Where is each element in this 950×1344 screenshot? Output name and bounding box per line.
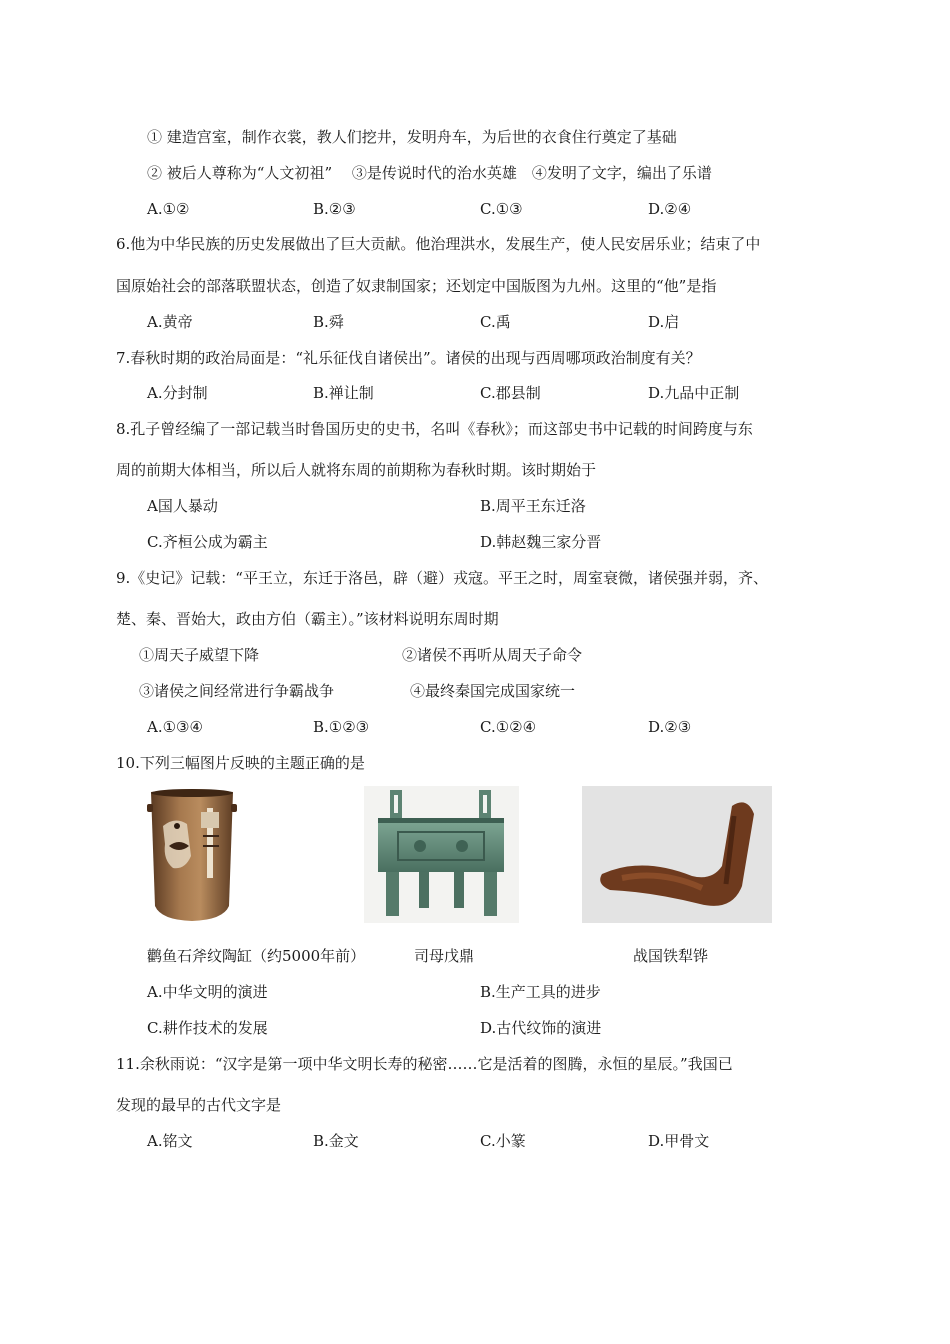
- q11-option-b[interactable]: B.金文: [313, 1132, 359, 1150]
- q11-option-a[interactable]: A.铭文: [147, 1132, 193, 1150]
- q5-option-a[interactable]: A.①②: [147, 200, 190, 218]
- q8-option-d[interactable]: D.韩赵魏三家分晋: [480, 533, 602, 551]
- q11-stem-line-1: 11.余秋雨说：“汉字是第一项中华文明长寿的秘密……它是活着的图腾，永恒的星辰。”我国已: [116, 1055, 733, 1073]
- iron-plowshare-caption: 战国铁犁铧: [633, 947, 709, 965]
- q9-stem-line-1: 9.《史记》记载：“平王立，东迁于洛邑，辟（避）戎寇。平王之时，周室衰微，诸侯强并弱，齐、: [116, 569, 768, 587]
- q9-statement-4: ④最终秦国完成国家统一: [410, 682, 576, 700]
- q7-option-c[interactable]: C.郡县制: [480, 384, 541, 402]
- q6-option-d[interactable]: D.启: [648, 313, 680, 331]
- q7-stem: 7.春秋时期的政治局面是：“礼乐征伐自诸侯出”。诸侯的出现与西周哪项政治制度有关？: [116, 349, 701, 367]
- q8-option-a[interactable]: A国人暴动: [147, 497, 218, 515]
- q6-stem-line-1: 6.他为中华民族的历史发展做出了巨大贡献。他治理洪水，发展生产，使人民安居乐业；结束了中: [116, 235, 761, 253]
- iron-plowshare-image: [582, 786, 772, 923]
- q10-stem: 10.下列三幅图片反映的主题正确的是: [116, 754, 365, 772]
- q9-statement-2: ②诸侯不再听从周天子命令: [402, 646, 583, 664]
- q10-option-b[interactable]: B.生产工具的进步: [480, 983, 601, 1001]
- q9-option-a[interactable]: A.①③④: [147, 718, 203, 736]
- q10-option-c[interactable]: C.耕作技术的发展: [147, 1019, 268, 1037]
- q8-stem-line-2: 周的前期大体相当，所以后人就将东周的前期称为春秋时期。该时期始于: [116, 461, 597, 479]
- q11-option-d[interactable]: D.甲骨文: [648, 1132, 710, 1150]
- simuwu-ding-caption: 司母戊鼎: [414, 947, 475, 965]
- q10-option-a[interactable]: A.中华文明的演进: [147, 983, 268, 1001]
- q11-option-c[interactable]: C.小篆: [480, 1132, 526, 1150]
- q5-option-b[interactable]: B.②③: [313, 200, 356, 218]
- q8-option-b[interactable]: B.周平王东迁洛: [480, 497, 586, 515]
- q9-statement-1: ①周天子威望下降: [139, 646, 260, 664]
- q9-option-d[interactable]: D.②③: [648, 718, 692, 736]
- q6-stem-line-2: 国原始社会的部落联盟状态，创造了奴隶制国家；还划定中国版图为九州。这里的“他”是指: [116, 277, 717, 295]
- q7-option-d[interactable]: D.九品中正制: [648, 384, 740, 402]
- pottery-vat-caption: 鹳鱼石斧纹陶缸（约5000年前）: [147, 947, 366, 965]
- q9-stem-line-2: 楚、秦、晋始大，政由方伯（霸主）。”该材料说明东周时期: [116, 610, 499, 628]
- q10-option-d[interactable]: D.古代纹饰的演进: [480, 1019, 602, 1037]
- pottery-vat-image: [145, 786, 239, 923]
- q7-option-b[interactable]: B.禅让制: [313, 384, 374, 402]
- q6-option-b[interactable]: B.舜: [313, 313, 344, 331]
- q7-option-a[interactable]: A.分封制: [147, 384, 208, 402]
- q8-option-c[interactable]: C.齐桓公成为霸主: [147, 533, 268, 551]
- q5-option-d[interactable]: D.②④: [648, 200, 692, 218]
- q6-option-a[interactable]: A.黄帝: [147, 313, 193, 331]
- q5-statement-2: ② 被后人尊称为“人文初祖” ③是传说时代的治水英雄 ④发明了文字，编出了乐谱: [147, 164, 712, 182]
- q9-statement-3: ③诸侯之间经常进行争霸战争: [139, 682, 335, 700]
- q9-option-c[interactable]: C.①②④: [480, 718, 537, 736]
- q11-stem-line-2: 发现的最早的古代文字是: [116, 1096, 282, 1114]
- q9-option-b[interactable]: B.①②③: [313, 718, 370, 736]
- q5-option-c[interactable]: C.①③: [480, 200, 523, 218]
- q6-option-c[interactable]: C.禹: [480, 313, 511, 331]
- q8-stem-line-1: 8.孔子曾经编了一部记载当时鲁国历史的史书，名叫《春秋》；而这部史书中记载的时间跨度与东: [116, 420, 753, 438]
- simuwu-ding-image: [364, 786, 519, 923]
- q5-statement-1: ① 建造宫室，制作衣裳，教人们挖井，发明舟车，为后世的衣食住行奠定了基础: [147, 128, 677, 146]
